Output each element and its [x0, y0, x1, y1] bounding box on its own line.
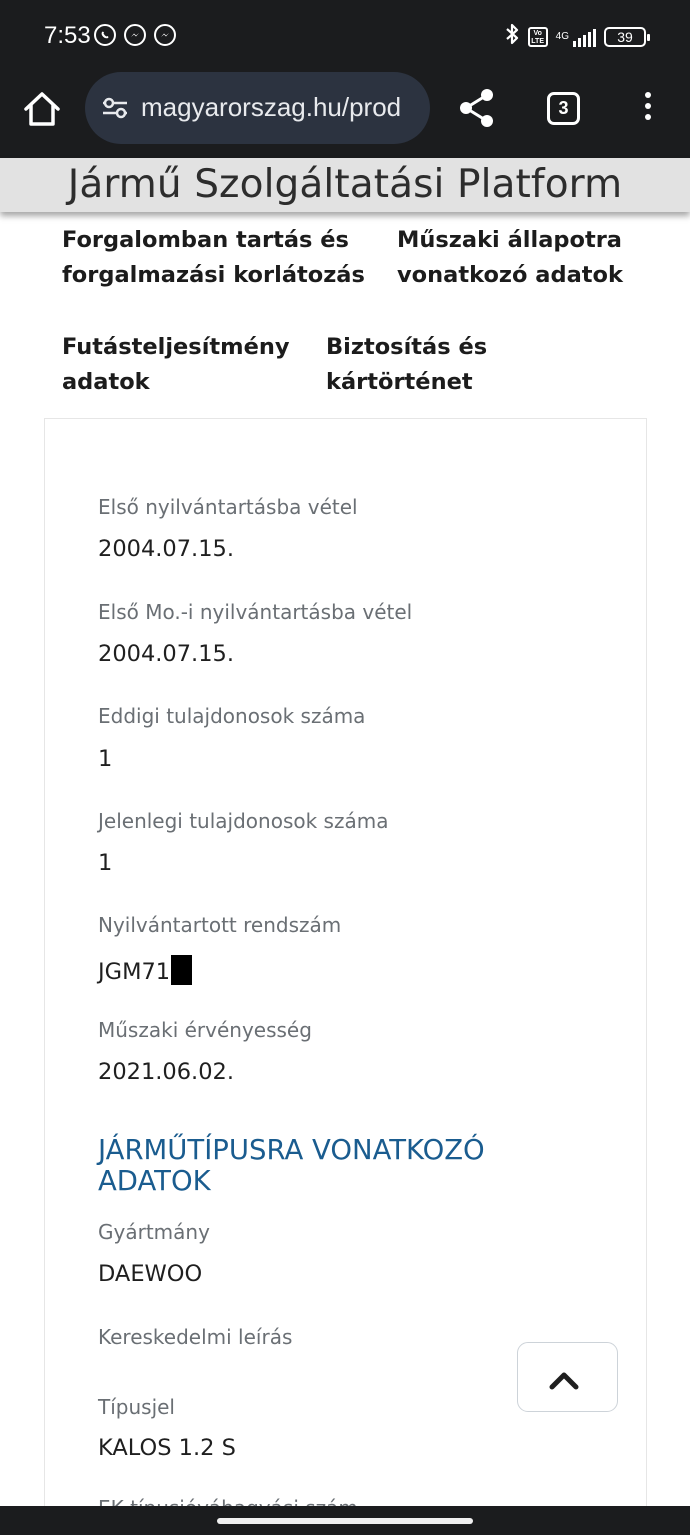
field-value-first-registration: 2004.07.15. [98, 536, 234, 562]
field-label-make: Gyártmány [98, 1220, 210, 1244]
field-label-first-registration: Első nyilvántartásba vétel [98, 495, 358, 519]
page-title: Jármű Szolgáltatási Platform [67, 162, 623, 207]
field-label-type-code: Típusjel [98, 1395, 175, 1419]
bluetooth-icon [504, 22, 520, 52]
network-type: 4G [555, 31, 569, 42]
field-label-plate-number: Nyilvántartott rendszám [98, 913, 342, 937]
home-icon[interactable] [22, 89, 62, 129]
plate-number-text: JGM71 [98, 959, 171, 985]
field-value-previous-owners: 1 [98, 746, 113, 772]
field-label-technical-validity: Műszaki érvényesség [98, 1018, 312, 1042]
field-label-current-owners: Jelenlegi tulajdonosok száma [98, 809, 389, 833]
site-settings-icon[interactable] [101, 96, 129, 120]
field-label-previous-owners: Eddigi tulajdonosok száma [98, 704, 366, 728]
nav-link-futasteljesitmeny[interactable]: Futásteljesítmény adatok [62, 334, 290, 395]
url-bar[interactable] [85, 72, 430, 144]
messenger-icon [124, 24, 146, 46]
status-bar [0, 0, 690, 70]
field-value-technical-validity: 2021.06.02. [98, 1059, 234, 1085]
field-value-plate-number [98, 955, 192, 985]
home-gesture-handle[interactable] [217, 1518, 473, 1524]
field-label-first-hu-registration: Első Mo.-i nyilvántartásba vétel [98, 600, 413, 624]
field-value-first-hu-registration: 2004.07.15. [98, 641, 234, 667]
messenger-icon [154, 24, 176, 46]
nav-link-biztositas[interactable]: Biztosítás és kártörténet [326, 334, 488, 395]
system-navigation-bar [0, 1506, 690, 1535]
page-header [0, 158, 690, 212]
scroll-to-top-button[interactable] [517, 1342, 618, 1412]
field-value-type-code: KALOS 1.2 S [98, 1435, 236, 1461]
section-heading-vehicle-type: JÁRMŰTÍPUSRA VONATKOZÓ ADATOK [98, 1134, 485, 1197]
share-icon[interactable] [458, 88, 496, 128]
field-value-current-owners: 1 [98, 850, 113, 876]
chevron-up-icon [518, 1343, 619, 1413]
system-icons [504, 22, 646, 52]
tab-switcher-button[interactable]: 3 [547, 92, 580, 125]
battery-icon: 39 [604, 27, 646, 47]
notification-icons [94, 24, 176, 46]
field-value-make: DAEWOO [98, 1261, 203, 1287]
whatsapp-icon [94, 24, 116, 46]
browser-toolbar [0, 70, 690, 158]
redaction-box [171, 955, 192, 985]
field-label-commercial-description: Kereskedelmi leírás [98, 1325, 293, 1349]
nav-link-muszaki-allapot[interactable]: Műszaki állapotra vonatkozó adatok [397, 227, 623, 288]
url-text[interactable]: magyarorszag.hu/prod [141, 92, 402, 122]
nav-link-forgalomban-tartas[interactable]: Forgalomban tartás és forgalmazási korlátozás [62, 227, 365, 288]
more-menu-icon[interactable] [640, 92, 656, 126]
status-time: 7:53 [44, 22, 91, 49]
signal-icon [573, 27, 596, 47]
volte-icon: Vo LTE [528, 27, 548, 47]
